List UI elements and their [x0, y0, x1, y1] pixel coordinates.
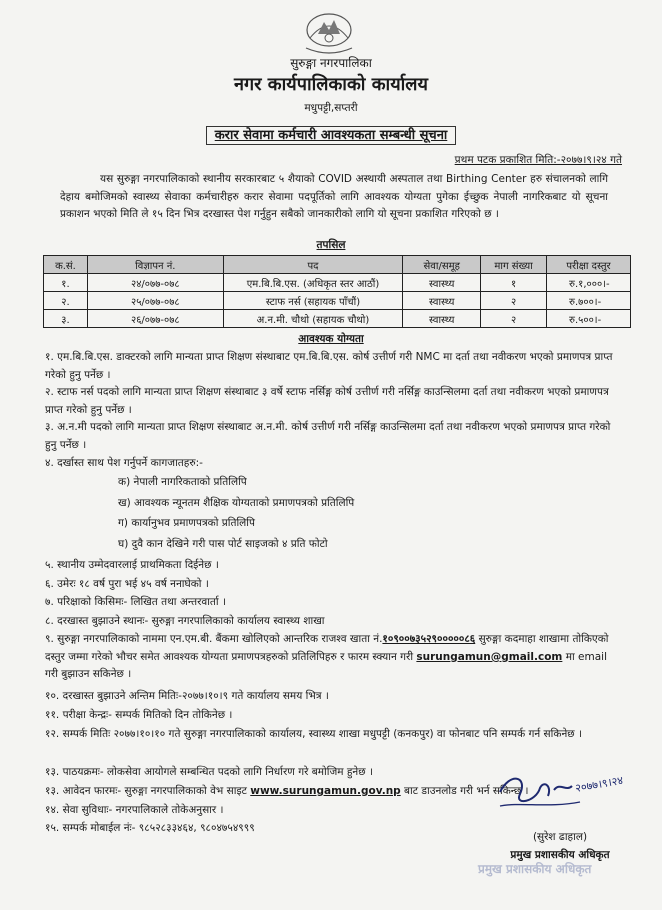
clause-1: १. एम.बि.बि.एस. डाक्टरको लागि मान्यता प्राप्त शिक्षण संस्थाबाट एम.बि.बि.एस. कोर्ष उत्तीर्ण गरी NMC मा दर्ता तथा नवीकरण भएको प्रमाणपत्र प्राप्त गरेको हुनु पर्नेछ । [45, 351, 613, 381]
cell-sn: ३. [44, 310, 88, 328]
cell-service: स्वास्थ्य [403, 310, 481, 328]
clause-4: ४. दर्खास्त साथ पेश गर्नुपर्ने कागजातहरु:- [45, 457, 203, 469]
cell-fee: रु.१,०००।- [547, 274, 631, 292]
cell-demand: २ [481, 310, 547, 328]
cell-post: एम.बि.बि.एस. (अधिकृत स्तर आठौं) [223, 274, 403, 292]
nepal-emblem-icon [296, 8, 362, 56]
clause-4a: क) नेपाली नागरिकताको प्रतिलिपि [118, 476, 247, 488]
clause-4c: ग) कार्यानुभव प्रमाणपत्रको प्रतिलिपि [118, 517, 255, 529]
cell-sn: २. [44, 292, 88, 310]
col-header-service: सेवा/समूह [403, 256, 481, 274]
table-caption: तपसिल [316, 239, 346, 251]
cell-post: स्टाफ नर्स (सहायक पाँचौं) [223, 292, 403, 310]
office-name-small: सुरुङ्गा नगरपालिका [290, 56, 372, 70]
clause-9-prefix: ९. सुरुङ्गा नगरपालिकाको नाममा एन.एम.बी. बैंकमा खोलिएको आन्तरिक राजश्व खाता नं. [45, 633, 383, 645]
website-link[interactable]: www.surungamun.gov.np [250, 785, 401, 797]
table-row [44, 292, 631, 310]
cell-demand: २ [481, 292, 547, 310]
signatory-name: (सुरेश ढाहाल) [532, 831, 588, 843]
clause-5: ५. स्थानीय उम्मेदवारलाई प्राथमिकता दिईनेछ । [45, 559, 219, 571]
cell-sn: १. [44, 274, 88, 292]
clause-13: १३. पाठयक्रमः- लोकसेवा आयोगले सम्बन्धित पदको लागि निर्धारण गरे बमोजिम हुनेछ । [45, 766, 373, 778]
clause-12: १२. सम्पर्क मितिः २०७७।१०।१० गते सुरुङ्गा नगरपालिकाको कार्यालय, स्वास्थ्य शाखा मधुपट्टी (कनकपुर) वा फोनबाट पनि सम्पर्क गर्न सकिनेछ । [45, 728, 582, 740]
cell-service: स्वास्थ्य [403, 292, 481, 310]
clause-11: ११. परीक्षा केन्द्रः- सम्पर्क मितिको दिन तोकिनेछ । [45, 709, 233, 721]
col-header-ad-no: विज्ञापन नं. [87, 256, 223, 274]
col-header-fee: परीक्षा दस्तुर [547, 256, 631, 274]
clause-4b: ख) आवश्यक न्यूनतम शैक्षिक योग्यताको प्रमाणपत्रको प्रतिलिपि [118, 497, 355, 509]
clause-10: १०. दरखास्त बुझाउने अन्तिम मितिः-२०७७।१०।९ गते कार्यालय समय भित्र । [45, 690, 329, 702]
clause-14-suffix: बाट डाउनलोड गरी भर्न सकिन्छ । [400, 785, 529, 797]
office-name-big: नगर कार्यपालिकाको कार्यालय [234, 74, 428, 95]
cell-fee: रु.७००।- [547, 292, 631, 310]
cell-demand: १ [481, 274, 547, 292]
clause-16: १५. सम्पर्क मोबाईल नंः- ९८५२८३३४६४, ९८०४७५४९९९ [45, 822, 255, 834]
col-header-sn: क.सं. [44, 256, 88, 274]
col-header-demand: माग संख्या [481, 256, 547, 274]
notice-title-text: करार सेवामा कर्मचारी आवश्यकता सम्बन्धी सूचना [206, 126, 457, 145]
qualification-caption: आवश्यक योग्यता [298, 333, 364, 345]
clause-3: ३. अ.न.मी पदको लागि मान्यता प्राप्त शिक्षण संस्थाबाट अ.न.मी. कोर्ष उत्तीर्ण गरी नर्सिङ्ग काउन्सिलमा दर्ता तथा नवीकरण भएको प्रमाणपत्र प्राप्त गरेको हुनु पर्नेछ । [45, 421, 611, 451]
cell-service: स्वास्थ्य [403, 274, 481, 292]
clause-6: ६. उमेरः १८ वर्ष पुरा भई ४५ वर्ष ननाघेको । [45, 578, 209, 590]
notice-title [0, 124, 662, 143]
cell-fee: रु.५००।- [547, 310, 631, 328]
clause-9-suffix: मा email गरी बुझाउन सकिनेछ । [45, 650, 607, 681]
cell-ad-no: २६/०७७-०७८ [87, 310, 223, 328]
clause-4d: घ) दुवै कान देखिने गरी पास पोर्ट साइजको ४ प्रति फोटो [118, 538, 328, 550]
col-header-post: पद [223, 256, 403, 274]
signature-date: २०७७।९।२४ [574, 773, 625, 795]
clause-15: १४. सेवा सुविधाः- नगरपालिकाले तोकेअनुसार । [45, 804, 224, 816]
publish-date: प्रथम पटक प्रकाशित मिति:-२०७७।९।२४ गते [454, 154, 622, 166]
vacancy-table [43, 255, 631, 328]
handwritten-signature-icon [480, 762, 630, 822]
cell-post: अ.न.मी. चौथो (सहायक चौथो) [223, 310, 403, 328]
clause-9 [45, 631, 620, 684]
bank-account-number: १०९००७३५२९०००००८६ [382, 633, 476, 645]
clause-8: ८. दरखास्त बुझाउने स्थानः- सुरुङ्गा नगरपालिकाको कार्यालय स्वास्थ्य शाखा [45, 615, 325, 627]
office-address: मधुपट्टी,सप्तरी [304, 102, 358, 114]
clause-14-prefix: १३. आवेदन फारमः- सुरुङ्गा नगरपालिकाको वेभ साइट [45, 785, 251, 797]
clause-2: २. स्टाफ नर्स पदको लागि मान्यता प्राप्त शिक्षण संस्थाबाट ३ वर्षे स्टाफ नर्सिङ्ग कोर्ष उत्तीर्ण गरी नर्सिङ्ग काउन्सिलमा दर्ता तथा नवीकरण भएको प्रमाणपत्र प्राप्त गरेको हुनु पर्नेछ । [45, 386, 609, 416]
cell-ad-no: २५/०७७-०७८ [87, 292, 223, 310]
intro-paragraph: यस सुरुङ्गा नगरपालिकाको स्थानीय सरकारबाट ५ शैयाको COVID अस्थायी अस्पताल तथा Birthing Center हरु संचालनको लागि देहाय बमोजिमको स्वास्थ्य सेवाका कर्मचारीहरु करार सेवामा पदपूर्तिको लागि आवश्यक योग्यता पुगेका ईच्छुक नेपाली नागरिकबाट यो सूचना प्रकाशन भएको मिति ले १५ दिन भित्र दरखास्त पेश गर्नुहुन सबैको जानकारीको लागि यो सूचना प्रकाशित गरिएको छ । [60, 173, 608, 221]
office-stamp: प्रमुख प्रशासकीय अधिकृत [478, 862, 592, 876]
table-row [44, 274, 631, 292]
table-row [44, 310, 631, 328]
clause-9-middle: सुरुङ्गा कदमाहा शाखामा तोकिएको दस्तुर जम्मा गरेको भौचर समेत आवश्यक योग्यता प्रमाणपत्रहरुको प्रतिलिपिहरु र फारम स्क्यान गरी [45, 633, 609, 663]
signatory-designation: प्रमुख प्रशासकीय अधिकृत [510, 849, 610, 861]
email-link[interactable]: surungamun@gmail.com [416, 650, 563, 663]
table-header-row [44, 256, 631, 274]
cell-ad-no: २४/०७७-०७८ [87, 274, 223, 292]
clause-7: ७. परिक्षाको किसिमः- लिखित तथा अन्तरवार्ता । [45, 596, 226, 608]
